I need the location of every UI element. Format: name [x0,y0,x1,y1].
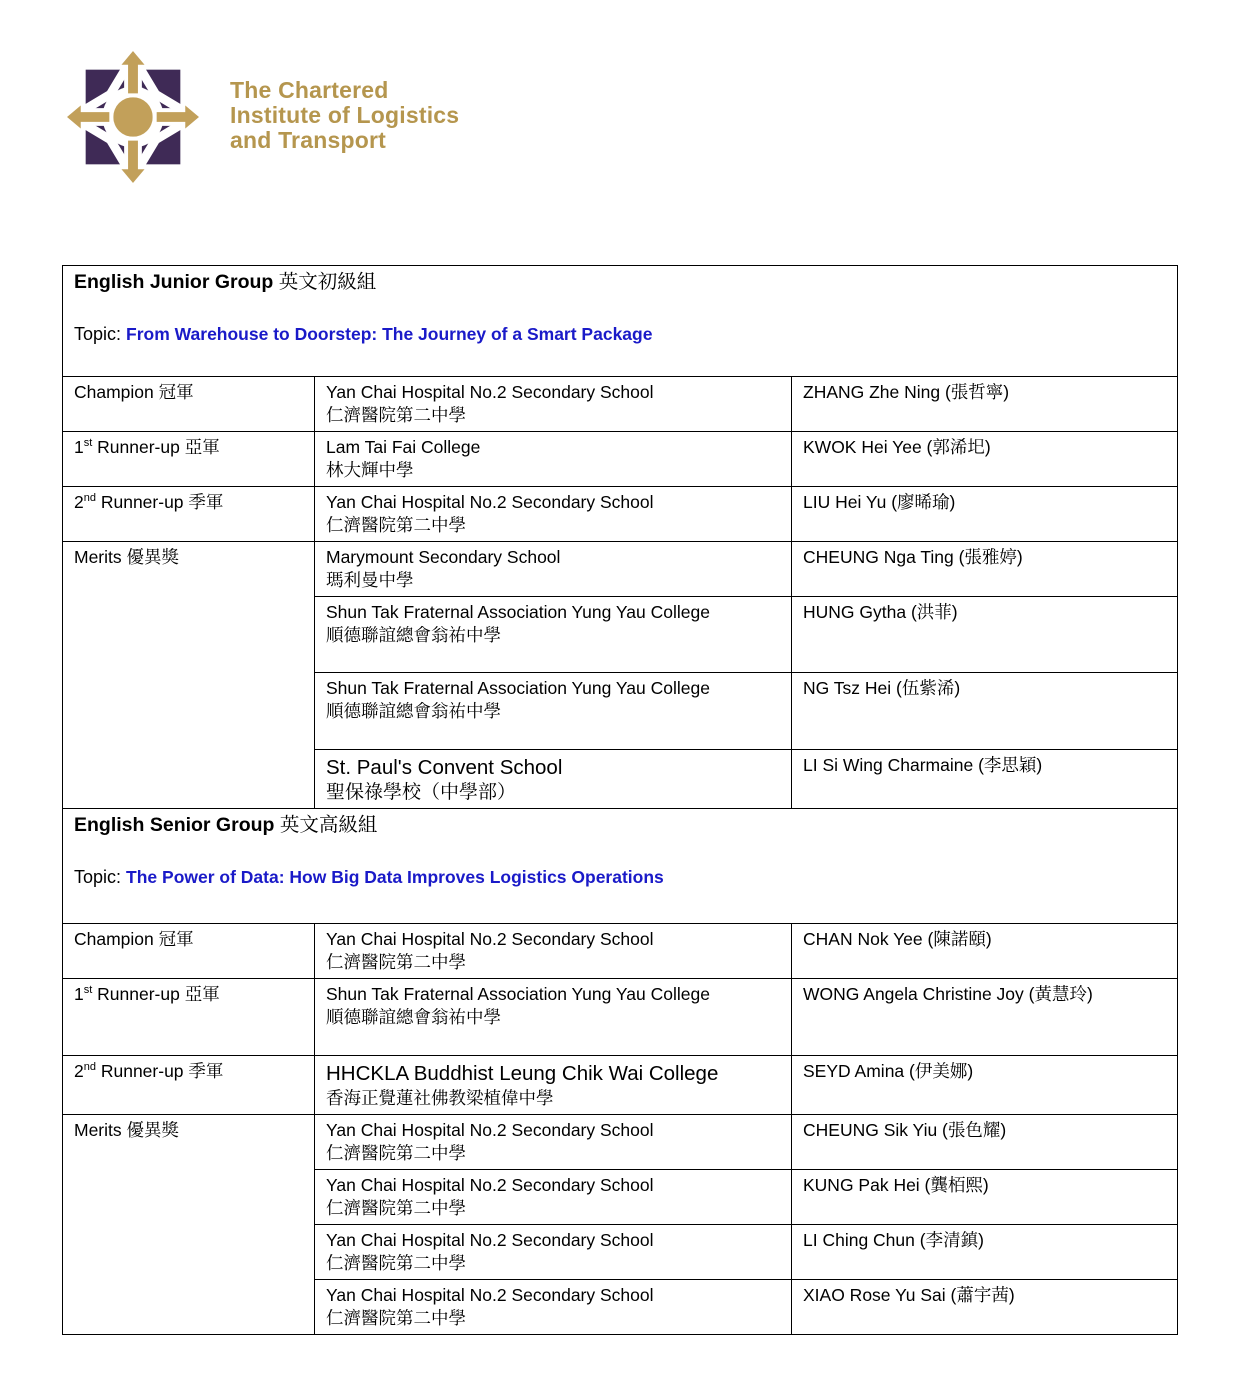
school-cell [315,597,792,673]
award-label: 2nd Runner-up 季軍 [63,1056,315,1115]
table-row [63,487,1178,542]
section-title-en: English Junior Group [74,271,274,293]
topic-line [74,323,1165,346]
school-cell [315,1170,792,1225]
school-cell [315,979,792,1056]
school-cell [315,1225,792,1280]
school-name-zh: 仁濟醫院第二中學 [326,1143,466,1163]
school-cell [315,673,792,750]
topic-text: From Warehouse to Doorstep: The Journey of a Smart Package [126,324,653,344]
student-name: LI Ching Chun (李清鎮) [792,1225,1178,1280]
school-cell [315,432,792,487]
student-name: LIU Hei Yu (廖晞瑜) [792,487,1178,542]
school-name-zh: 順德聯誼總會翁祐中學 [326,1007,501,1027]
school-name-zh: 仁濟醫院第二中學 [326,952,466,972]
school-cell [315,1280,792,1335]
org-name-line1: The Chartered [230,77,389,103]
table-row [63,432,1178,487]
table-row [63,924,1178,979]
award-label: 1st Runner-up 亞軍 [63,979,315,1056]
student-name: CHAN Nok Yee (陳諾頤) [792,924,1178,979]
topic-text: The Power of Data: How Big Data Improves Logistics Operations [126,867,664,887]
student-name: CHEUNG Nga Ting (張雅婷) [792,542,1178,597]
org-name [230,78,459,153]
school-name-en: St. Paul's Convent School [326,756,563,779]
school-name-en: Shun Tak Fraternal Association Yung Yau College [326,984,710,1004]
section-header-junior [63,266,1178,377]
topic-label: Topic: [74,867,122,887]
org-name-line2: Institute of Logistics [230,102,460,128]
school-cell [315,750,792,809]
school-name-zh: 順德聯誼總會翁祐中學 [326,701,501,721]
school-cell [315,924,792,979]
school-cell [315,1115,792,1170]
table-row [63,542,1178,597]
award-label-merits: Merits 優異獎 [63,1115,315,1335]
school-cell [315,487,792,542]
school-name-en: Yan Chai Hospital No.2 Secondary School [326,929,654,949]
cilt-compass-logo-icon [62,42,204,192]
school-name-en: Yan Chai Hospital No.2 Secondary School [326,1230,654,1250]
school-name-en: Yan Chai Hospital No.2 Secondary School [326,382,654,402]
org-logo [62,42,459,192]
section-title [74,813,1165,837]
award-label-merits: Merits 優異獎 [63,542,315,809]
school-name-zh: 聖保祿學校（中學部） [326,782,517,803]
school-name-zh: 瑪利曼中學 [326,570,414,590]
org-name-line3: and Transport [230,127,386,153]
school-name-en: Yan Chai Hospital No.2 Secondary School [326,1285,654,1305]
school-name-zh: 仁濟醫院第二中學 [326,1253,466,1273]
table-row [63,1056,1178,1115]
award-label: 1st Runner-up 亞軍 [63,432,315,487]
school-name-zh: 仁濟醫院第二中學 [326,405,466,425]
student-name: KWOK Hei Yee (郭浠圯) [792,432,1178,487]
award-label: Champion 冠軍 [63,924,315,979]
school-name-en: Shun Tak Fraternal Association Yung Yau College [326,678,710,698]
school-name-zh: 仁濟醫院第二中學 [326,1308,466,1328]
section-title-en: English Senior Group [74,814,275,836]
school-name-en: Shun Tak Fraternal Association Yung Yau College [326,602,710,622]
section-header-senior [63,809,1178,924]
school-name-en: Yan Chai Hospital No.2 Secondary School [326,1120,654,1140]
school-name-en: Marymount Secondary School [326,547,561,567]
school-name-zh: 林大輝中學 [326,460,414,480]
table-row [63,377,1178,432]
student-name: HUNG Gytha (洪菲) [792,597,1178,673]
school-name-en: Yan Chai Hospital No.2 Secondary School [326,492,654,512]
school-cell [315,542,792,597]
student-name: KUNG Pak Hei (龔栢熙) [792,1170,1178,1225]
school-name-en: HHCKLA Buddhist Leung Chik Wai College [326,1062,719,1085]
student-name: CHEUNG Sik Yiu (張色耀) [792,1115,1178,1170]
topic-label: Topic: [74,324,122,344]
school-name-en: Yan Chai Hospital No.2 Secondary School [326,1175,654,1195]
student-name: WONG Angela Christine Joy (黃慧玲) [792,979,1178,1056]
topic-line [74,866,1165,889]
student-name: LI Si Wing Charmaine (李思穎) [792,750,1178,809]
school-name-en: Lam Tai Fai College [326,437,481,457]
student-name: XIAO Rose Yu Sai (蕭宇茜) [792,1280,1178,1335]
section-title-zh: 英文高級組 [279,814,378,836]
section-title [74,270,1165,294]
table-row [63,1115,1178,1170]
school-name-zh: 順德聯誼總會翁祐中學 [326,625,501,645]
student-name: SEYD Amina (伊美娜) [792,1056,1178,1115]
school-cell [315,1056,792,1115]
student-name: ZHANG Zhe Ning (張哲寧) [792,377,1178,432]
school-cell [315,377,792,432]
section-title-zh: 英文初級組 [278,271,377,293]
school-name-zh: 仁濟醫院第二中學 [326,1198,466,1218]
award-label: 2nd Runner-up 季軍 [63,487,315,542]
school-name-zh: 仁濟醫院第二中學 [326,515,466,535]
table-row [63,979,1178,1056]
student-name: NG Tsz Hei (伍紫浠) [792,673,1178,750]
school-name-zh: 香海正覺蓮社佛教梁植偉中學 [326,1088,554,1108]
results-table [62,265,1178,1335]
award-label: Champion 冠軍 [63,377,315,432]
